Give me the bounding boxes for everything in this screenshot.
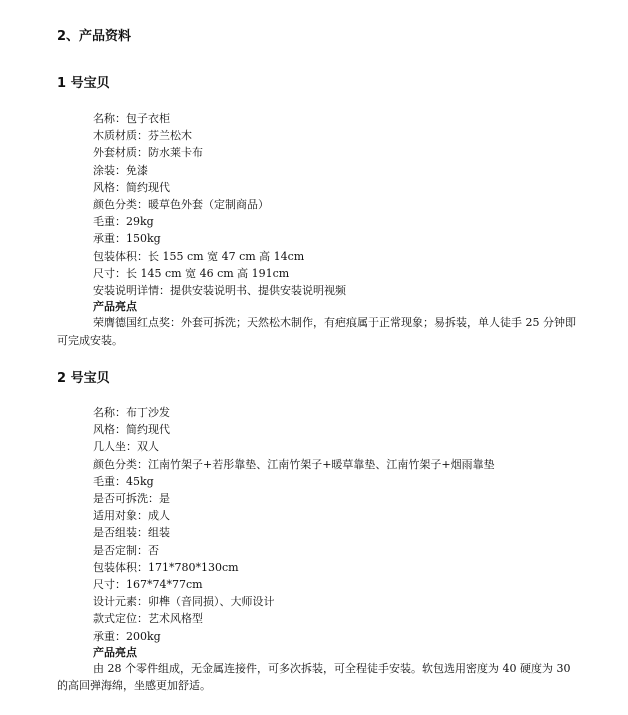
product2-attr-seats: 几人坐：双人 xyxy=(93,440,159,454)
product1-attr-coating: 涂装：免漆 xyxy=(93,163,148,177)
product1-highlight-text: 荣膺德国红点奖：外套可拆洗；天然松木制作，有疤痕属于正常现象；易拆装，单人徒手 25 分钟即可完成安装。 xyxy=(57,316,576,347)
product1-attr-wood: 木质材质：芬兰松木 xyxy=(93,129,192,143)
product1-attr-weight: 毛重：29kg xyxy=(93,215,154,229)
product1-attr-install: 安装说明详情：提供安装说明书、提供安装说明视频 xyxy=(93,284,346,298)
product2-attr-positioning: 款式定位：艺术风格型 xyxy=(93,612,203,626)
product2-attr-audience: 适用对象：成人 xyxy=(93,509,170,523)
product2-heading: 2 号宝贝 xyxy=(57,371,110,386)
product1-attr-cover: 外套材质：防水莱卡布 xyxy=(93,146,203,160)
product2-attr-package: 包装体积：171*780*130cm xyxy=(93,560,239,574)
product1-attr-load: 承重：150kg xyxy=(93,232,161,246)
product2-attr-custom: 是否定制：否 xyxy=(93,543,159,557)
product1-attr-package: 包装体积：长 155 cm 宽 47 cm 高 14cm xyxy=(93,249,305,263)
product2-attr-color: 颜色分类：江南竹架子+若彤靠垫、江南竹架子+暖草靠垫、江南竹架子+烟雨靠垫 xyxy=(93,457,495,471)
product1-attr-style: 风格：简约现代 xyxy=(93,180,170,194)
product2-attr-assembly: 是否组装：组装 xyxy=(93,526,170,540)
product2-attributes xyxy=(57,404,577,695)
product1-highlight-title: 产品亮点 xyxy=(93,300,137,314)
product2-attr-size: 尺寸：167*74*77cm xyxy=(93,578,203,592)
product2-attr-name: 名称：布丁沙发 xyxy=(93,406,170,419)
section-title: 2、产品资料 xyxy=(57,29,132,44)
product1-attr-name: 名称：包子衣柜 xyxy=(93,112,170,125)
product2-attr-design: 设计元素：卯榫（音同损）、大师设计 xyxy=(93,595,275,609)
product2-attr-style: 风格：简约现代 xyxy=(93,423,170,437)
product1-attributes xyxy=(57,110,577,349)
product2-attr-load: 承重：200kg xyxy=(93,629,161,643)
product2-attr-weight: 毛重：45kg xyxy=(93,474,154,488)
product2-attr-washable: 是否可拆洗：是 xyxy=(93,492,170,506)
product2-highlight-title: 产品亮点 xyxy=(93,645,137,659)
product1-attr-size: 尺寸：长 145 cm 宽 46 cm 高 191cm xyxy=(93,266,290,280)
product1-attr-color: 颜色分类：暖草色外套（定制商品） xyxy=(93,198,269,212)
product2-highlight-text: 由 28 个零件组成，无金属连接件，可多次拆装，可全程徒手安装。软包选用密度为 40 硬度为 30 的高回弹海绵，坐感更加舒适。 xyxy=(57,661,571,693)
product1-heading: 1 号宝贝 xyxy=(57,76,110,91)
